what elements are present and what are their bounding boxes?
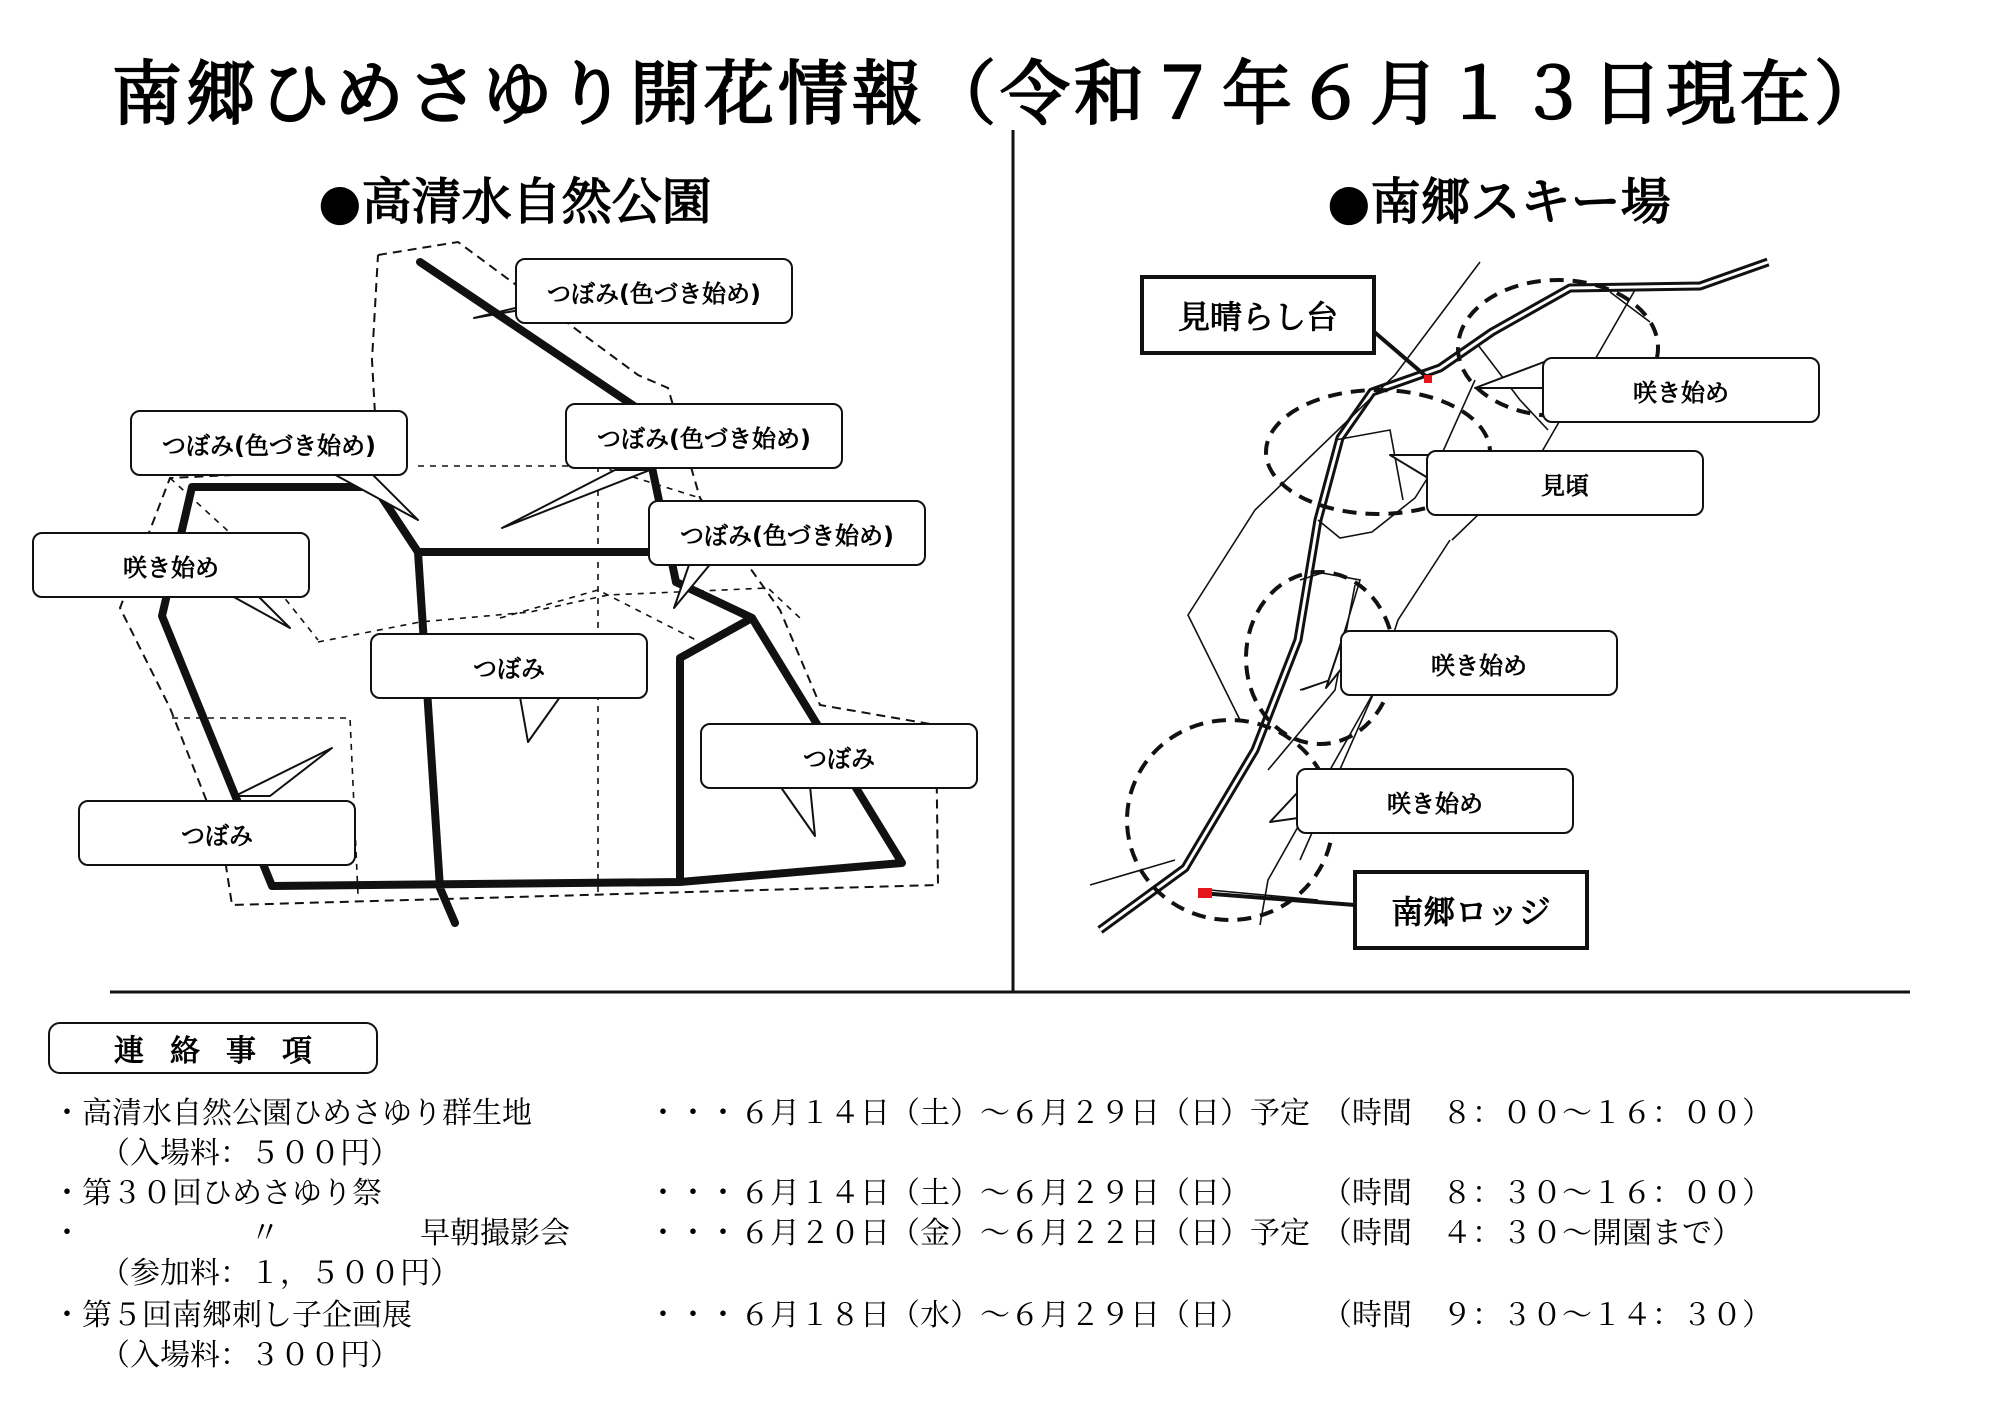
notice-item-dates: ６月１８日（水）～６月２９日（日） <box>740 1298 1250 1333</box>
page-title: 南郷ひめさゆり開花情報（令和７年６月１３日現在） <box>112 53 1888 135</box>
notice-item-dots: ・・・ <box>648 1176 738 1211</box>
callout-bloom-status: つぼみ(色づき始め) <box>515 258 793 324</box>
callout-bloom-status: 咲き始め <box>1340 630 1618 696</box>
notice-item-fee: （参加料：１，５００円） <box>100 1256 460 1291</box>
callout-bloom-status: 咲き始め <box>32 532 310 598</box>
notice-item-name: ・第３０回ひめさゆり祭 <box>52 1176 382 1211</box>
callout-bloom-status: 咲き始め <box>1296 768 1574 834</box>
observatory-label: 見晴らし台 <box>1140 275 1376 355</box>
callout-bloom-status: つぼみ <box>370 633 648 699</box>
notice-item-dates: ６月２０日（金）～６月２２日（日）予定 <box>740 1216 1310 1251</box>
notice-item-event: 早朝撮影会 <box>420 1216 570 1251</box>
notice-item-time: （時間 ８：３０～１６：００） <box>1322 1176 1772 1211</box>
ski-callout-tails <box>1270 362 1544 822</box>
notice-item-time: （時間 ８：００～１６：００） <box>1322 1096 1772 1131</box>
notice-item-dots: ・・・ <box>648 1216 738 1251</box>
notice-item-name: ・第５回南郷刺し子企画展 <box>52 1298 412 1333</box>
notice-item-dates: ６月１４日（土）～６月２９日（日） <box>740 1176 1250 1211</box>
notice-item-dates: ６月１４日（土）～６月２９日（日）予定 <box>740 1096 1310 1131</box>
notice-item-time: （時間 ９：３０～１４：３０） <box>1322 1298 1772 1333</box>
notice-item-dots: ・・・ <box>648 1298 738 1333</box>
section-title-ski-resort: ●南郷スキー場 <box>1327 173 1671 231</box>
notice-item-ditto: 〃 <box>250 1216 280 1251</box>
observatory-leader <box>1372 330 1428 378</box>
callout-bloom-status: つぼみ(色づき始め) <box>565 403 843 469</box>
notice-item-fee: （入場料：５００円） <box>100 1136 400 1171</box>
notice-item-name: ・ <box>52 1216 82 1251</box>
callout-bloom-status: つぼみ(色づき始め) <box>648 500 926 566</box>
observatory-marker <box>1424 375 1432 383</box>
notice-item-dots: ・・・ <box>648 1096 738 1131</box>
lodge-leader <box>1200 893 1355 905</box>
callout-bloom-status: 見頃 <box>1426 450 1704 516</box>
notice-item-fee: （入場料：３００円） <box>100 1338 400 1373</box>
notice-item-name: ・高清水自然公園ひめさゆり群生地 <box>52 1096 532 1131</box>
callout-bloom-status: 咲き始め <box>1542 357 1820 423</box>
callout-bloom-status: つぼみ <box>700 723 978 789</box>
callout-bloom-status: つぼみ(色づき始め) <box>130 410 408 476</box>
lodge-label: 南郷ロッジ <box>1353 870 1589 950</box>
notice-header: 連絡事項 <box>48 1022 378 1074</box>
section-title-takashimizu: ●高清水自然公園 <box>318 173 712 231</box>
lodge-marker <box>1198 888 1212 898</box>
notice-item-time: （時間 ４：３０～開園まで） <box>1322 1216 1742 1251</box>
callout-bloom-status: つぼみ <box>78 800 356 866</box>
